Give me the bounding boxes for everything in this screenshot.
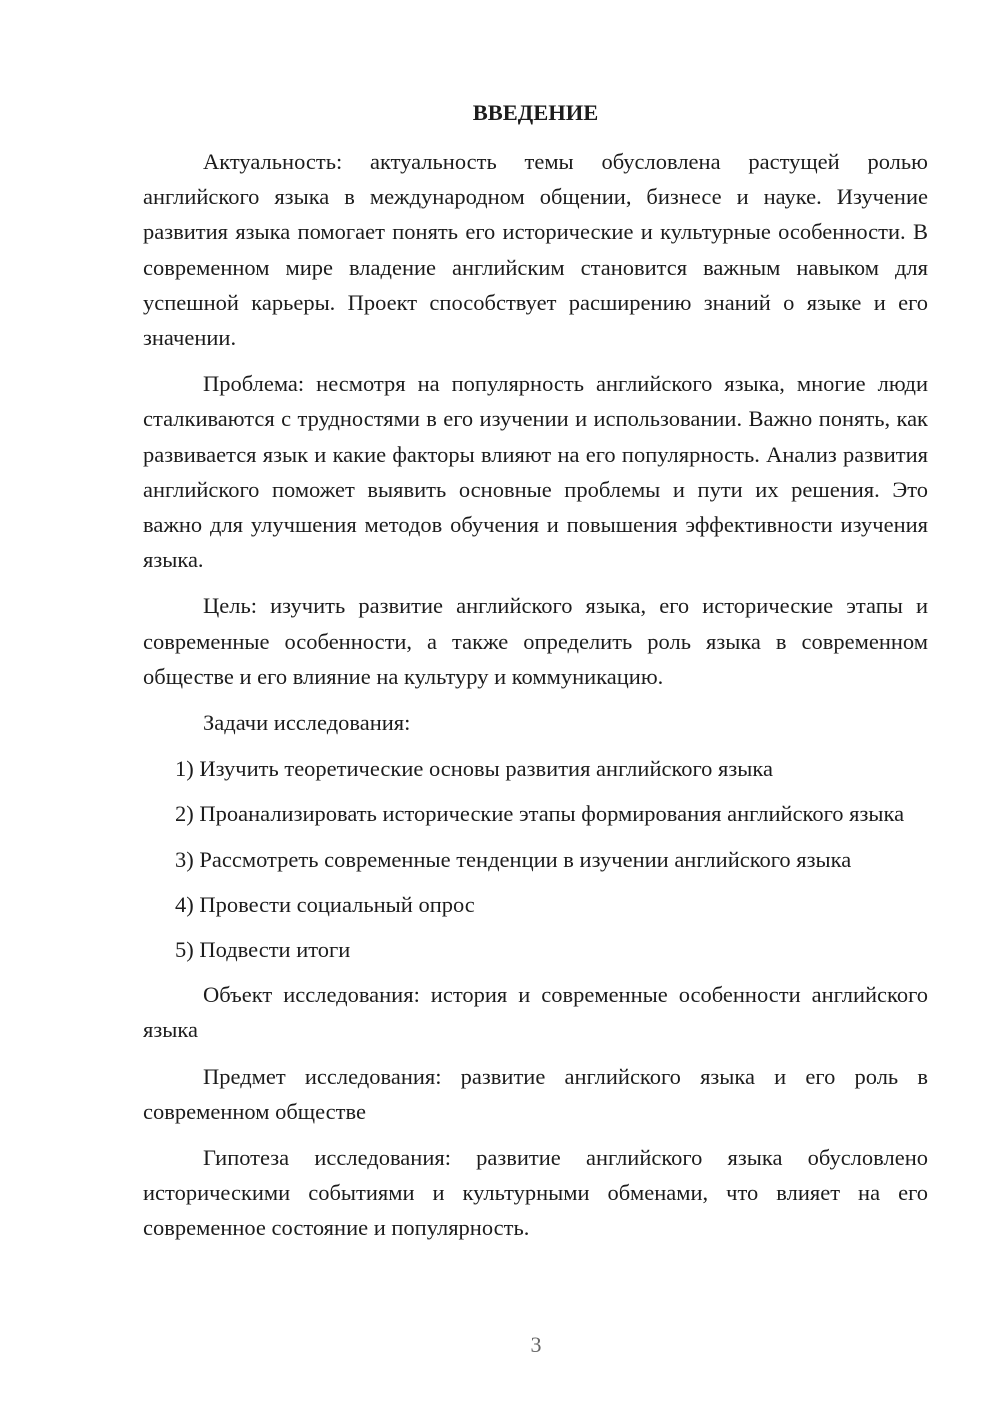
paragraph-goal: Цель: изучить развитие английского языка, его исторические этапы и современные особенности, а также определить роль языка в современном обществе и его влияние на культуру и коммуникацию. xyxy=(143,593,928,689)
paragraph-tasks-heading: Задачи исследования: xyxy=(203,710,411,736)
task-item: 1) Изучить теоретические основы развития английского языка xyxy=(175,756,773,782)
paragraph-object: Объект исследования: история и современные особенности английского языка xyxy=(143,982,928,1043)
paragraph-problem: Проблема: несмотря на популярность английского языка, многие люди сталкиваются с трудностями в его изучении и использовании. Важно понять, как развивается язык и какие факторы влияют на его популярность. Анализ развития английского поможет выявить основные проблемы и пути их решения. Это важно для улучшения методов обучения и повышения эффективности изучения языка. xyxy=(143,371,928,573)
task-item: 3) Рассмотреть современные тенденции в изучении английского языка xyxy=(175,846,852,872)
paragraph-hypothesis: Гипотеза исследования: развитие английского языка обусловлено историческими событиями и культурными обменами, что влияет на его современное состояние и популярность. xyxy=(143,1145,928,1241)
page-content xyxy=(143,95,928,1257)
task-item: 2) Проанализировать исторические этапы формирования английского языка xyxy=(175,801,905,827)
task-item: 4) Провести социальный опрос xyxy=(175,891,475,917)
section-title: ВВЕДЕНИЕ xyxy=(472,100,599,125)
page-number: 3 xyxy=(530,1332,542,1357)
task-item: 5) Подвести итоги xyxy=(175,937,351,963)
paragraph-subject: Предмет исследования: развитие английского языка и его роль в современном обществе xyxy=(143,1063,928,1124)
paragraph-relevance: Актуальность: актуальность темы обусловлена растущей ролью английского языка в международном общении, бизнесе и науке. Изучение развития языка помогает понять его исторические и культурные особенности. В современном мире владение английским становится важным навыком для успешной карьеры. Проект способствует расширению знаний о языке и его значении. xyxy=(143,149,928,351)
